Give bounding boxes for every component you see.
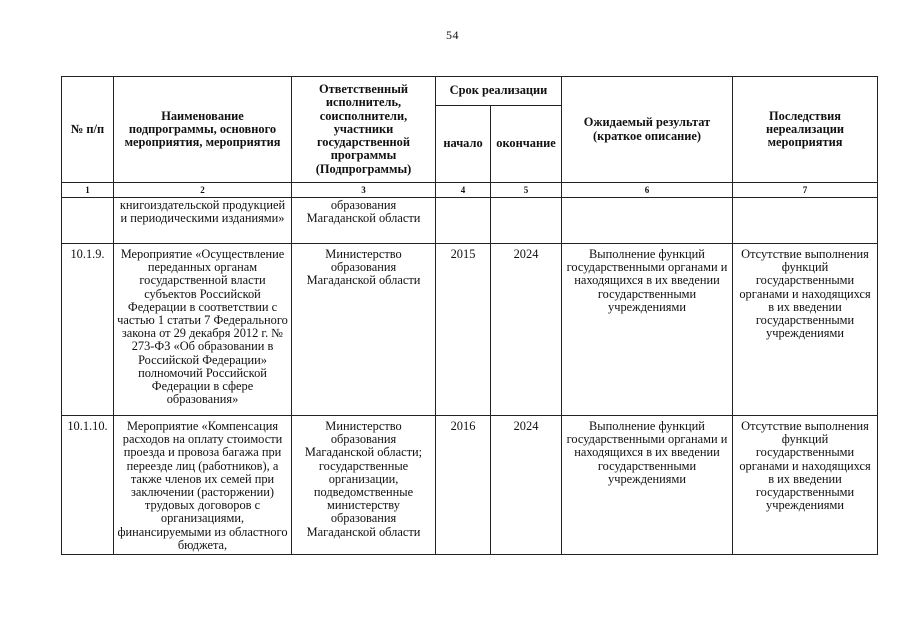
row-name: Мероприятие «Компенсация расходов на оплату стоимости проезда и провоза багажа при переезде лиц (работников), а также членов их семей при заключении (расторжении) трудовых договоров с организациями, финансируемыми из областного бюджета, bbox=[114, 416, 292, 555]
column-number: 2 bbox=[114, 183, 292, 198]
table-row bbox=[62, 244, 878, 416]
row-name: книгоиздательской продукцией и периодическими изданиями» bbox=[114, 198, 292, 244]
page-number: 54 bbox=[446, 28, 459, 42]
column-number: 6 bbox=[562, 183, 733, 198]
row-expected: Выполнение функций государственными органами и находящихся в их введении государственными учреждениями bbox=[562, 244, 733, 416]
row-end: 2024 bbox=[491, 244, 562, 416]
header-num: № п/п bbox=[62, 77, 114, 183]
row-start: 2016 bbox=[436, 416, 491, 555]
column-number: 5 bbox=[491, 183, 562, 198]
header-responsible: Ответственный исполнитель, соисполнители, участники государственной программы (Подпрограммы) bbox=[292, 77, 436, 183]
row-expected: Выполнение функций государственными органами и находящихся в их введении государственными учреждениями bbox=[562, 416, 733, 555]
header-consequences: Последствия нереализации мероприятия bbox=[733, 77, 878, 183]
row-expected bbox=[562, 198, 733, 244]
row-consequences bbox=[733, 198, 878, 244]
row-number: 10.1.9. bbox=[62, 244, 114, 416]
header-expected: Ожидаемый результат (краткое описание) bbox=[562, 77, 733, 183]
activities-table bbox=[61, 76, 878, 555]
row-end: 2024 bbox=[491, 416, 562, 555]
row-responsible: образования Магаданской области bbox=[292, 198, 436, 244]
row-end bbox=[491, 198, 562, 244]
row-name: Мероприятие «Осуществление переданных органам государственной власти субъектов Российской Федерации в соответствии с частью 1 статьи 7 Федерального закона от 29 декабря 2012 г. № 273-ФЗ «Об образовании в Российской Федерации» полномочий Российской Федерации в сфере образования» bbox=[114, 244, 292, 416]
column-number: 7 bbox=[733, 183, 878, 198]
column-number: 1 bbox=[62, 183, 114, 198]
header-period: Срок реализации bbox=[436, 77, 562, 106]
header-name: Наименование подпрограммы, основного мероприятия, мероприятия bbox=[114, 77, 292, 183]
header-end: окончание bbox=[491, 106, 562, 183]
row-number: 10.1.10. bbox=[62, 416, 114, 555]
row-responsible: Министерство образования Магаданской области; государственные организации, подведомственные министерству образования Магаданской области bbox=[292, 416, 436, 555]
table-row bbox=[62, 416, 878, 555]
row-start bbox=[436, 198, 491, 244]
table-row bbox=[62, 198, 878, 244]
row-consequences: Отсутствие выполнения функций государственными органами и находящихся в их введении государственными учреждениями bbox=[733, 244, 878, 416]
row-number bbox=[62, 198, 114, 244]
column-number: 4 bbox=[436, 183, 491, 198]
row-start: 2015 bbox=[436, 244, 491, 416]
header-start: начало bbox=[436, 106, 491, 183]
row-responsible: Министерство образования Магаданской области bbox=[292, 244, 436, 416]
column-number: 3 bbox=[292, 183, 436, 198]
row-consequences: Отсутствие выполнения функций государственными органами и находящихся в их введении государственными учреждениями bbox=[733, 416, 878, 555]
